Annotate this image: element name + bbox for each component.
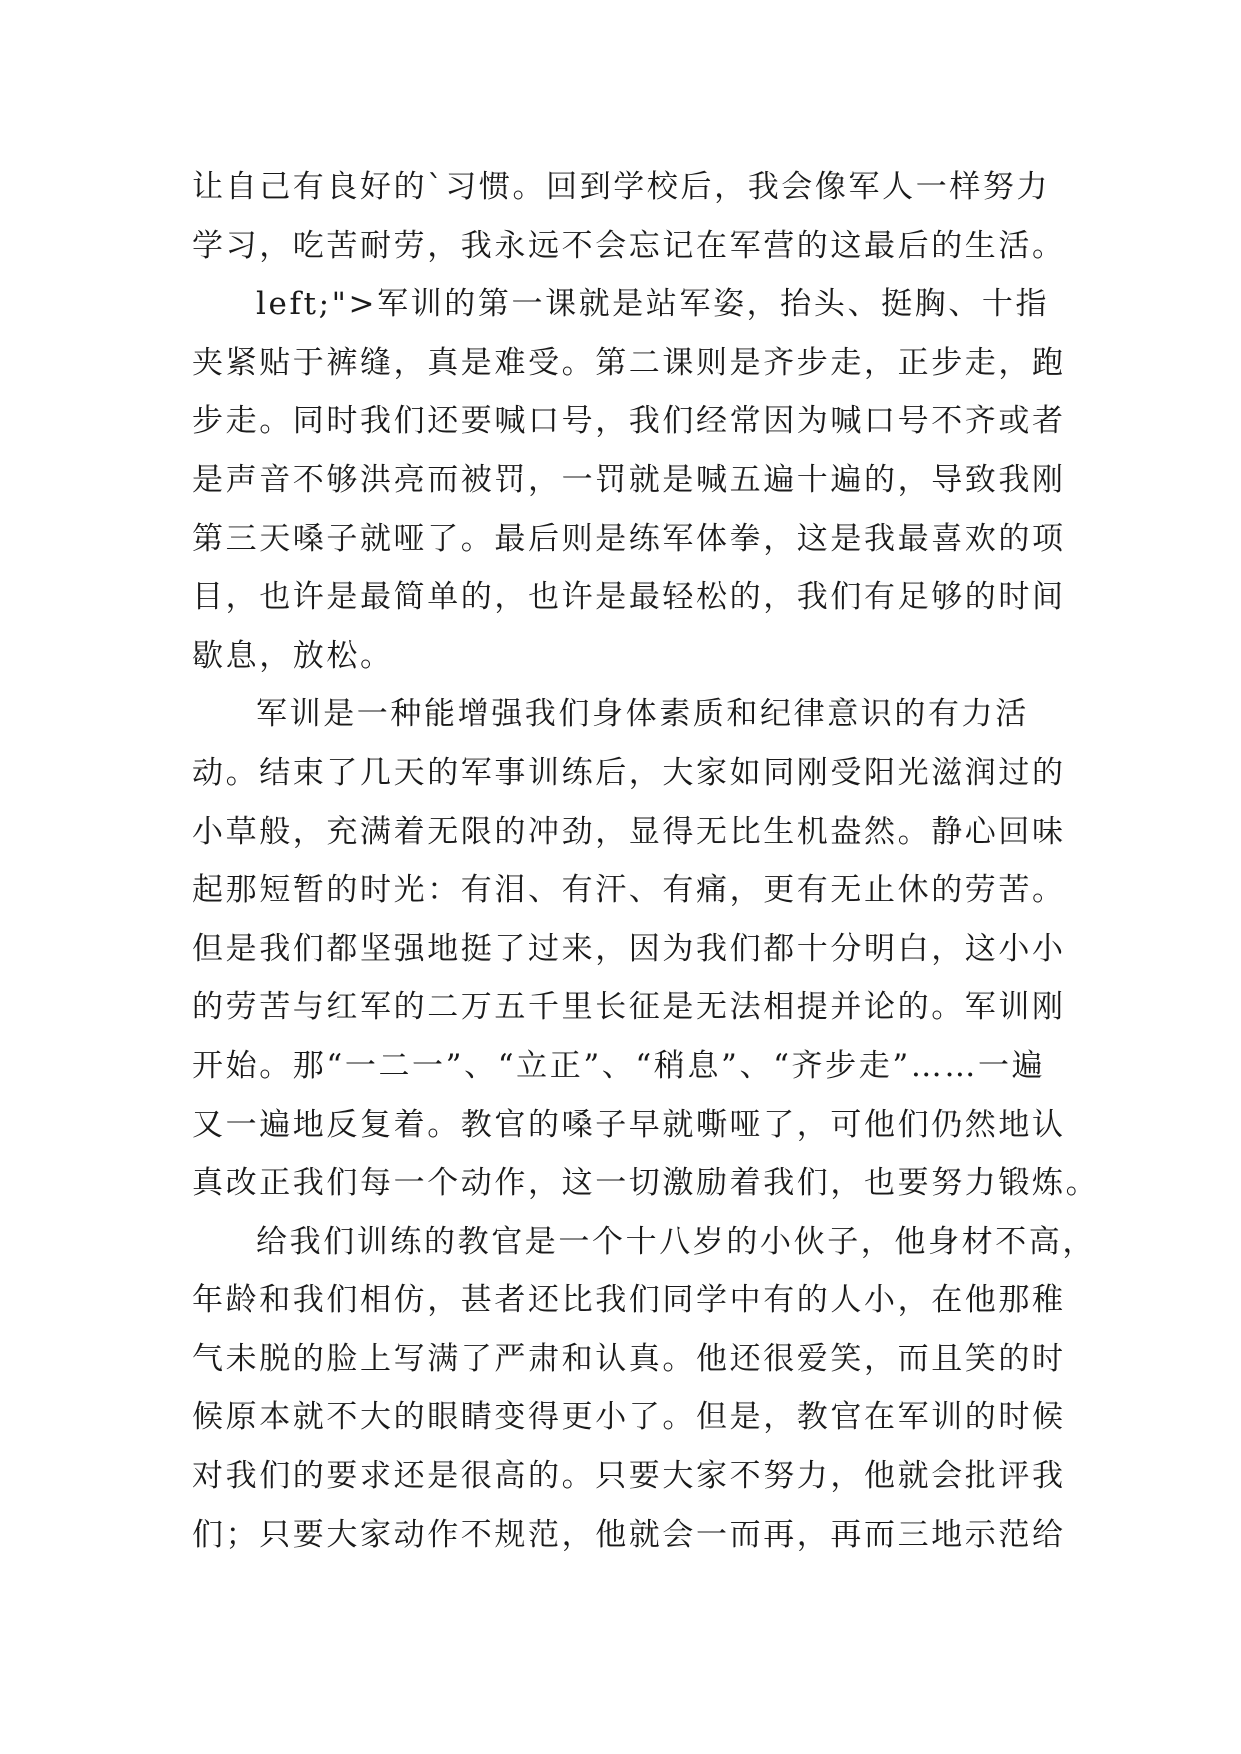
text-line: 夹紧贴于裤缝，真是难受。第二课则是齐步走，正步走，跑	[192, 344, 1066, 381]
text-line: 们；只要大家动作不规范，他就会一而再，再而三地示范给	[192, 1516, 1066, 1553]
document-body	[192, 158, 1100, 1564]
text-line: 步走。同时我们还要喊口号，我们经常因为喊口号不齐或者	[192, 403, 1066, 440]
text-line: 小草般，充满着无限的冲劲，显得无比生机盎然。静心回味	[192, 813, 1066, 850]
text-line: 目，也许是最简单的，也许是最轻松的，我们有足够的时间	[192, 579, 1066, 616]
text-line: left;">军训的第一课就是站军姿，抬头、挺胸、十指	[256, 286, 1050, 323]
text-line: 又一遍地反复着。教官的嗓子早就嘶哑了，可他们仍然地认	[192, 1106, 1066, 1143]
text-line: 气未脱的脸上写满了严肃和认真。他还很爱笑，而且笑的时	[192, 1340, 1066, 1377]
text-line: 但是我们都坚强地挺了过来，因为我们都十分明白，这小小	[192, 930, 1066, 967]
text-line: 开始。那“一二一”、“立正”、“稍息”、“齐步走”……一遍	[192, 1047, 1046, 1084]
text-line: 是声音不够洪亮而被罚，一罚就是喊五遍十遍的，导致我刚	[192, 461, 1066, 498]
text-line: 军训是一种能增强我们身体素质和纪律意识的有力活	[256, 696, 1029, 733]
text-line: 动。结束了几天的军事训练后，大家如同刚受阳光滋润过的	[192, 754, 1066, 791]
text-line: 歇息，放松。	[192, 637, 394, 674]
text-line: 起那短暂的时光：有泪、有汗、有痛，更有无止休的劳苦。	[192, 872, 1066, 909]
text-line: 年龄和我们相仿，甚者还比我们同学中有的人小，在他那稚	[192, 1282, 1066, 1319]
text-line: 候原本就不大的眼睛变得更小了。但是，教官在军训的时候	[192, 1399, 1066, 1436]
text-line: 对我们的要求还是很高的。只要大家不努力，他就会批评我	[192, 1458, 1066, 1495]
text-line: 学习，吃苦耐劳，我永远不会忘记在军营的这最后的生活。	[192, 227, 1066, 264]
text-line: 真改正我们每一个动作，这一切激励着我们，也要努力锻炼。	[192, 1165, 1100, 1202]
text-line: 让自己有良好的`习惯。回到学校后，我会像军人一样努力	[192, 169, 1051, 205]
text-line: 第三天嗓子就哑了。最后则是练军体拳，这是我最喜欢的项	[192, 520, 1066, 557]
text-line: 的劳苦与红军的二万五千里长征是无法相提并论的。军训刚	[192, 989, 1066, 1026]
text-line: 给我们训练的教官是一个十八岁的小伙子，他身材不高，	[256, 1223, 1096, 1260]
